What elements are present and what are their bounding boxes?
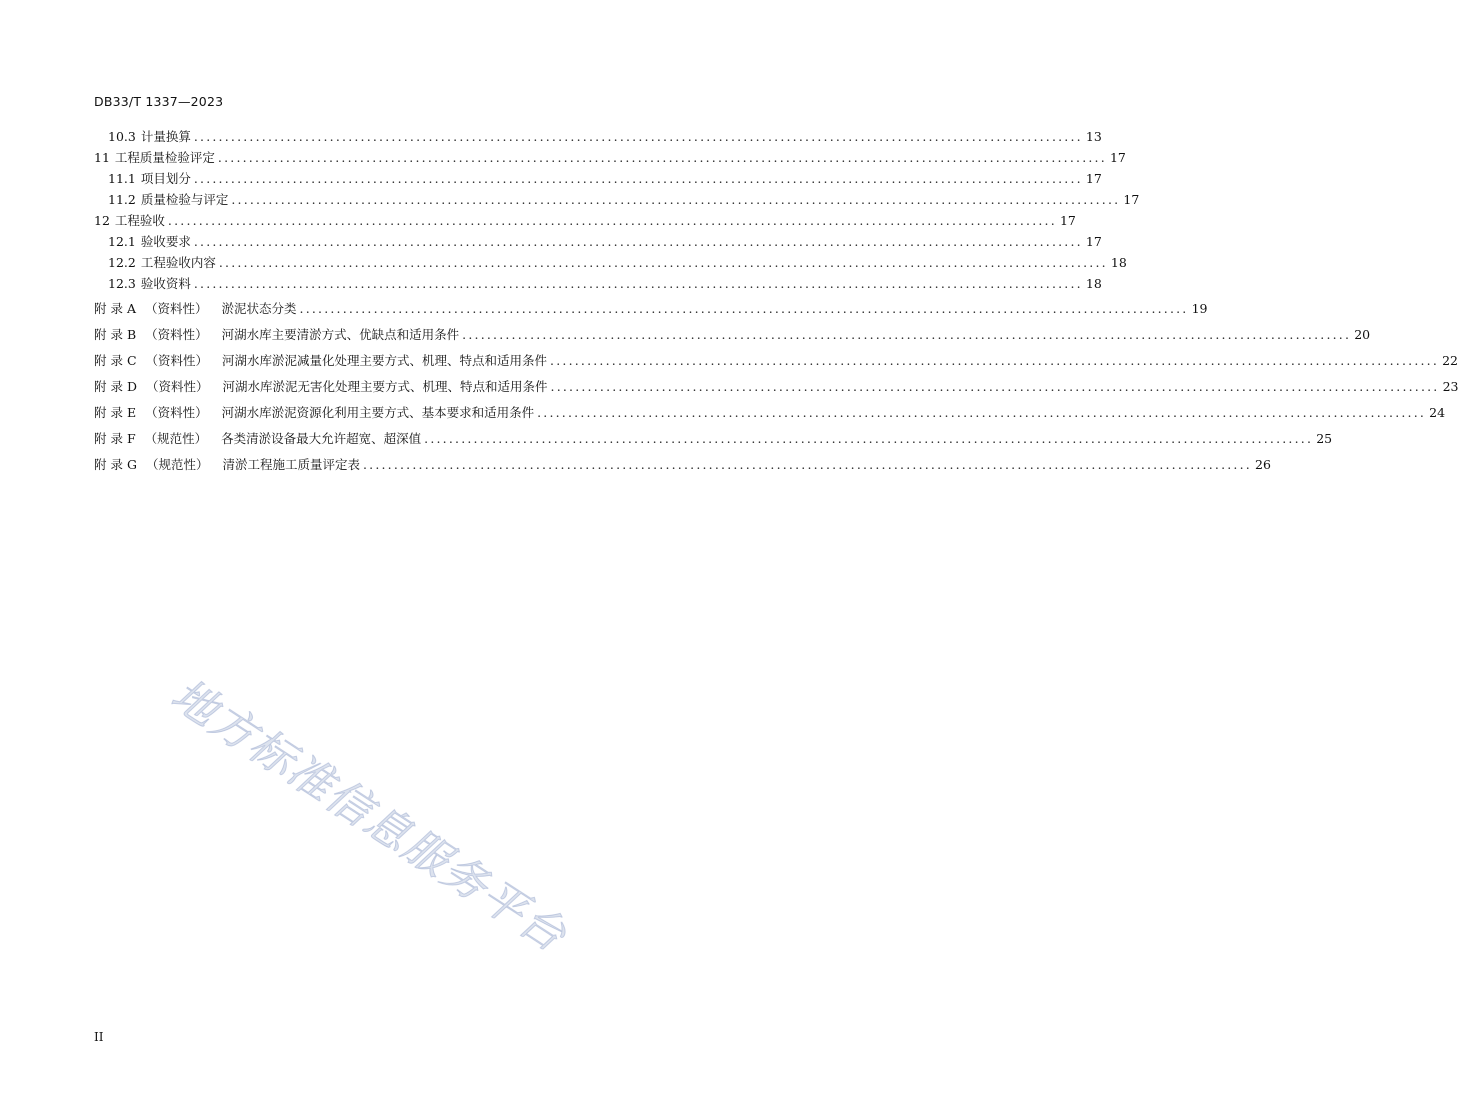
toc-entry-title: 质量检验与评定: [140, 192, 229, 207]
toc-appendix-entry[interactable]: [94, 428, 1333, 450]
toc-leader-dots: ................................................................................................................................................: [167, 213, 1057, 228]
toc-appendix-entry[interactable]: [94, 350, 1458, 372]
toc-entry[interactable]: [94, 273, 1102, 295]
appendix-nature: （资料性）: [144, 301, 208, 316]
appendix-title: 淤泥状态分类: [221, 301, 297, 316]
toc-entry-title: 工程验收: [114, 213, 165, 228]
toc-entry[interactable]: [94, 147, 1126, 169]
toc-leader-dots: ................................................................................................................................................: [193, 129, 1083, 144]
toc-entry[interactable]: [94, 231, 1102, 253]
appendix-nature: （资料性）: [145, 353, 209, 368]
toc-entry-title: 计量换算: [140, 129, 191, 144]
toc-leader-dots: ................................................................................................................................................: [537, 405, 1427, 420]
appendix-label: 附 录 B: [94, 327, 137, 342]
toc-entry-number: 11: [94, 150, 110, 165]
toc-entry-number: 11.1: [108, 171, 136, 186]
appendix-title: 各类清淤设备最大允许超宽、超深值: [221, 431, 422, 446]
toc-appendix-entry[interactable]: [94, 454, 1271, 476]
toc-entry-number: 12.3: [108, 276, 136, 291]
appendix-page: 24: [1429, 405, 1446, 420]
toc-appendix-entry[interactable]: [94, 402, 1446, 424]
appendix-label: 附 录 A: [94, 301, 136, 316]
toc-leader-dots: ................................................................................................................................................: [193, 234, 1083, 249]
appendix-page: 19: [1191, 301, 1208, 316]
appendix-title: 河湖水库主要清淤方式、优缺点和适用条件: [221, 327, 460, 342]
toc-entry[interactable]: [94, 252, 1127, 274]
toc-entry[interactable]: [94, 210, 1076, 232]
toc-entry[interactable]: [94, 189, 1140, 211]
toc-entry-page: 13: [1085, 129, 1102, 144]
toc-entry-number: 12.2: [108, 255, 136, 270]
toc-leader-dots: ................................................................................................................................................: [193, 276, 1083, 291]
toc-entry-page: 18: [1110, 255, 1127, 270]
toc-leader-dots: ................................................................................................................................................: [550, 379, 1440, 394]
appendix-title: 清淤工程施工质量评定表: [222, 457, 360, 472]
appendix-title: 河湖水库淤泥无害化处理主要方式、机理、特点和适用条件: [222, 379, 548, 394]
appendix-label: 附 录 D: [94, 379, 137, 394]
toc-entry-number: 10.3: [108, 129, 136, 144]
toc-entry[interactable]: [94, 126, 1102, 148]
toc-entry-number: 12.1: [108, 234, 136, 249]
toc-leader-dots: ................................................................................................................................................: [193, 171, 1083, 186]
appendix-label: 附 录 G: [94, 457, 137, 472]
appendix-nature: （资料性）: [145, 327, 208, 342]
watermark-text: 地方标准信息服务平台: [162, 669, 576, 963]
appendix-page: 23: [1442, 379, 1458, 394]
appendix-page: 22: [1442, 353, 1458, 368]
toc-entry-title: 工程验收内容: [140, 255, 216, 270]
appendix-page: 25: [1316, 431, 1333, 446]
toc-entry-number: 11.2: [108, 192, 136, 207]
appendix-page: 26: [1255, 457, 1271, 472]
toc-leader-dots: ................................................................................................................................................: [217, 150, 1107, 165]
appendix-label: 附 录 C: [94, 353, 137, 368]
toc-entry-title: 项目划分: [140, 171, 191, 186]
toc-entry-page: 18: [1085, 276, 1102, 291]
toc-entry-title: 验收要求: [140, 234, 191, 249]
toc-appendix-entry[interactable]: [94, 298, 1208, 320]
appendix-nature: （资料性）: [145, 379, 209, 394]
toc-leader-dots: ................................................................................................................................................: [462, 327, 1352, 342]
document-code: DB33/T 1337—2023: [94, 94, 224, 109]
page-number: II: [94, 1030, 104, 1044]
toc-entry-title: 工程质量检验评定: [114, 150, 215, 165]
appendix-label: 附 录 E: [94, 405, 137, 420]
toc-entry-page: 17: [1085, 234, 1102, 249]
toc-entry-page: 17: [1059, 213, 1076, 228]
toc-leader-dots: ................................................................................................................................................: [424, 431, 1314, 446]
appendix-nature: （规范性）: [145, 457, 209, 472]
toc-entry[interactable]: [94, 168, 1102, 190]
toc-leader-dots: ................................................................................................................................................: [231, 192, 1121, 207]
appendix-title: 河湖水库淤泥减量化处理主要方式、机理、特点和适用条件: [222, 353, 548, 368]
appendix-label: 附 录 F: [94, 431, 136, 446]
toc-leader-dots: ................................................................................................................................................: [362, 457, 1252, 472]
toc-entry-page: 17: [1109, 150, 1126, 165]
appendix-nature: （资料性）: [145, 405, 208, 420]
appendix-nature: （规范性）: [144, 431, 208, 446]
toc-leader-dots: ................................................................................................................................................: [218, 255, 1108, 270]
toc-leader-dots: ................................................................................................................................................: [550, 353, 1440, 368]
toc-entry-page: 17: [1085, 171, 1102, 186]
appendix-title: 河湖水库淤泥资源化利用主要方式、基本要求和适用条件: [221, 405, 535, 420]
appendix-page: 20: [1354, 327, 1371, 342]
toc-entry-title: 验收资料: [140, 276, 191, 291]
toc-entry-page: 17: [1123, 192, 1140, 207]
toc-entry-number: 12: [94, 213, 110, 228]
toc-appendix-entry[interactable]: [94, 376, 1458, 398]
toc-appendix-entry[interactable]: [94, 324, 1371, 346]
toc-leader-dots: ................................................................................................................................................: [299, 301, 1189, 316]
